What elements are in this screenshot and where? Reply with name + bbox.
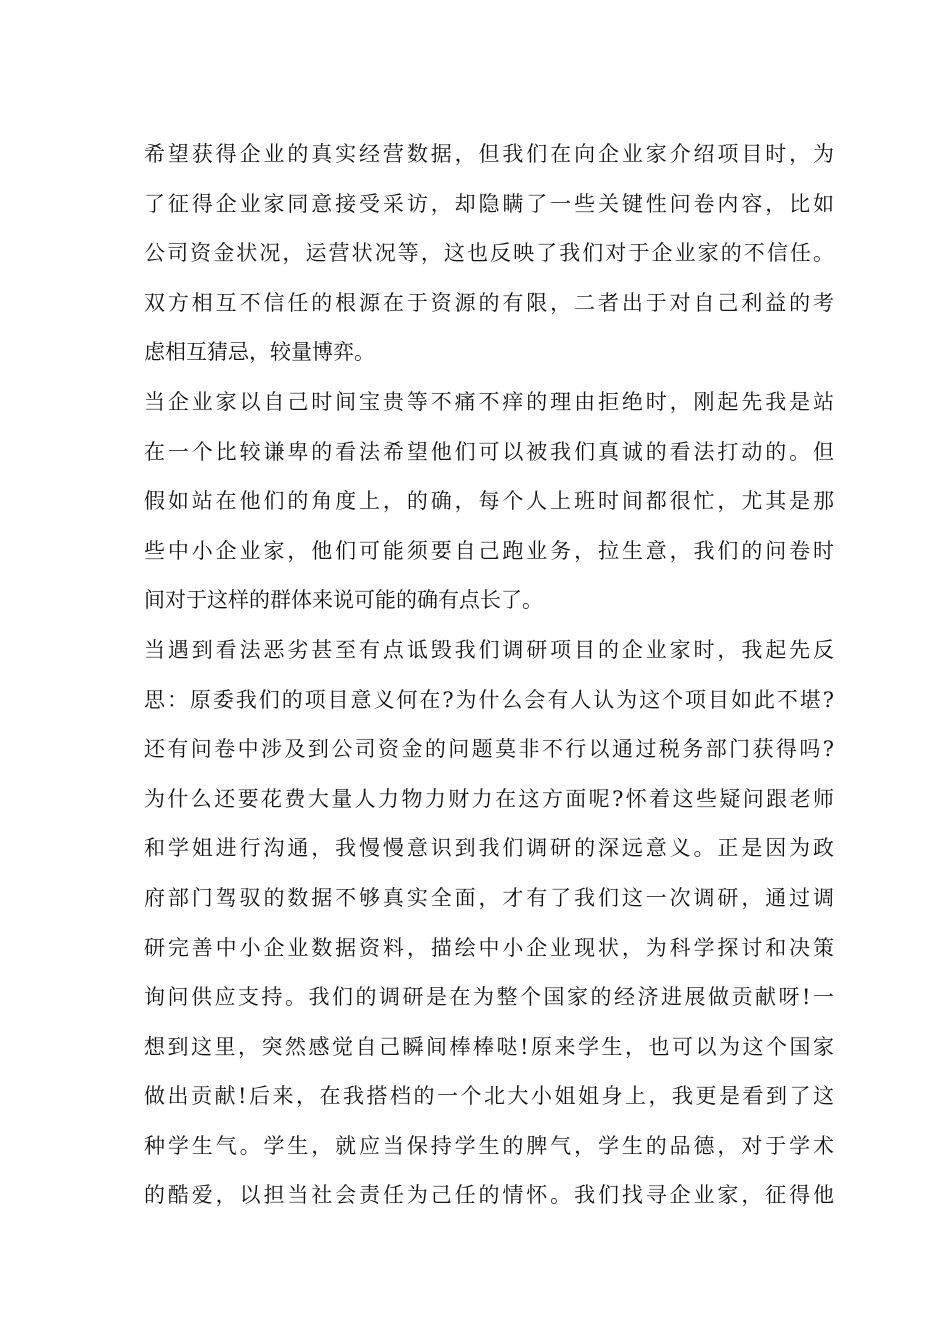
text-line: 公司资金状况，运营状况等，这也反映了我们对于企业家的不信任。 xyxy=(144,241,834,266)
text-line: 询问供应支持。我们的调研是在为整个国家的经济进展做贡献呀!一 xyxy=(144,985,834,1010)
text-line: 还有问卷中涉及到公司资金的问题莫非不行以通过税务部门获得吗? xyxy=(144,737,834,762)
body-text xyxy=(144,130,834,1221)
text-line: 做出贡献!后来，在我搭档的一个北大小姐姐身上，我更是看到了这 xyxy=(144,1084,834,1109)
text-line: 思：原委我们的项目意义何在?为什么会有人认为这个项目如此不堪? xyxy=(144,687,834,712)
text-line: 的酷爱，以担当社会责任为己任的情怀。我们找寻企业家，征得他 xyxy=(144,1183,834,1208)
text-line: 当遇到看法恶劣甚至有点诋毁我们调研项目的企业家时，我起先反 xyxy=(144,637,834,662)
text-line: 些中小企业家，他们可能须要自己跑业务，拉生意，我们的问卷时 xyxy=(144,538,834,563)
text-line: 假如站在他们的角度上，的确，每个人上班时间都很忙，尤其是那 xyxy=(144,489,834,514)
text-line: 虑相互猜忌，较量博弈。 xyxy=(144,340,375,365)
text-line: 了征得企业家同意接受采访，却隐瞒了一些关键性问卷内容，比如 xyxy=(144,191,834,216)
text-line: 府部门驾驭的数据不够真实全面，才有了我们这一次调研，通过调 xyxy=(144,885,834,910)
text-line: 种学生气。学生，就应当保持学生的脾气，学生的品德，对于学术 xyxy=(144,1133,834,1158)
text-line: 想到这里，突然感觉自己瞬间棒棒哒!原来学生，也可以为这个国家 xyxy=(144,1034,834,1059)
text-line: 为什么还要花费大量人力物力财力在这方面呢?怀着这些疑问跟老师 xyxy=(144,786,834,811)
text-line: 当企业家以自己时间宝贵等不痛不痒的理由拒绝时，刚起先我是站 xyxy=(144,389,834,414)
text-line: 双方相互不信任的根源在于资源的有限，二者出于对自己利益的考 xyxy=(144,290,834,315)
text-line: 研完善中小企业数据资料，描绘中小企业现状，为科学探讨和决策 xyxy=(144,935,834,960)
text-line: 间对于这样的群体来说可能的确有点长了。 xyxy=(144,588,543,613)
text-line: 在一个比较谦卑的看法希望他们可以被我们真诚的看法打动的。但 xyxy=(144,439,834,464)
text-line: 希望获得企业的真实经营数据，但我们在向企业家介绍项目时，为 xyxy=(144,142,834,166)
text-line: 和学姐进行沟通，我慢慢意识到我们调研的深远意义。正是因为政 xyxy=(144,836,834,861)
